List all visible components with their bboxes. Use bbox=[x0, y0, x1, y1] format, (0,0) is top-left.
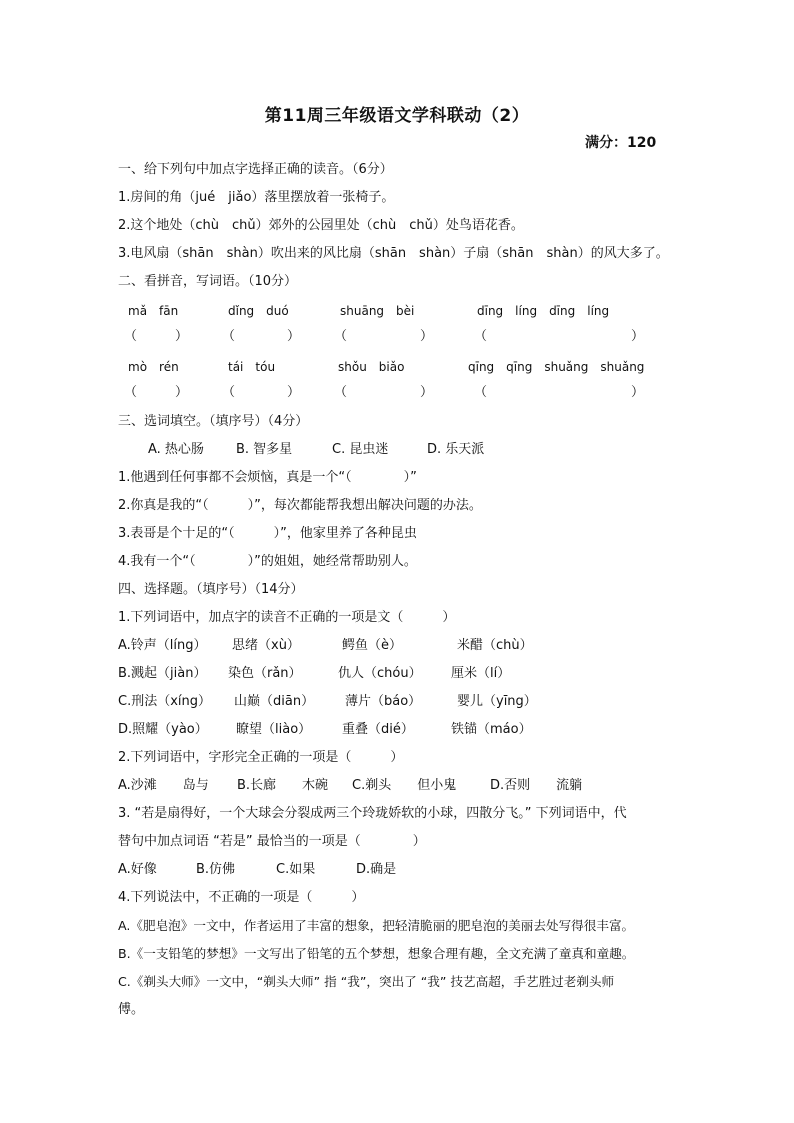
answer-paren-open: （ bbox=[474, 329, 488, 344]
q2-option-d: D.否则 流躺 bbox=[490, 778, 583, 793]
answer-paren-open: （ bbox=[334, 385, 348, 400]
q1-option-d-3: 重叠（dié） bbox=[342, 722, 414, 737]
answer-paren-close: ） bbox=[287, 329, 301, 344]
q3-option-c: C.如果 bbox=[276, 862, 316, 877]
s3-question-4: 4.我有一个“（ ）”的姐姐，她经常帮助别人。 bbox=[118, 554, 417, 569]
pinyin-6: tái tóu bbox=[228, 360, 276, 374]
section4-heading: 四、选择题。（填序号）（14分） bbox=[118, 582, 304, 597]
s3-question-3: 3.表哥是个十足的“（ ）”，他家里养了各种昆虫 bbox=[118, 526, 417, 541]
full-score: 满分：120 bbox=[585, 135, 657, 151]
q4-option-c-line1: C.《剃头大师》一文中，“剃头大师” 指 “我”，突出了 “我” 技艺高超，手艺胜过老剃头师 bbox=[118, 974, 615, 989]
q1-option-b-4: 厘米（lí） bbox=[451, 666, 511, 681]
section3-heading: 三、选词填空。（填序号）（4分） bbox=[118, 414, 309, 429]
s4-question-4: 4.下列说法中，不正确的一项是（ ） bbox=[118, 890, 365, 905]
q4-option-a: A.《肥皂泡》一文中，作者运用了丰富的想象，把轻清脆丽的肥皂泡的美丽去处写得很丰富。 bbox=[118, 918, 635, 933]
q1-option-a-4: 米醋（chù） bbox=[457, 638, 533, 653]
answer-paren-open: （ bbox=[474, 385, 488, 400]
q1-option-b-2: 染色（rǎn） bbox=[228, 666, 302, 681]
word-option-a: A. 热心肠 bbox=[148, 442, 204, 457]
word-option-c: C. 昆虫迷 bbox=[332, 442, 389, 457]
q3-option-b: B.仿佛 bbox=[196, 862, 236, 877]
q1-option-d-2: 瞭望（liào） bbox=[236, 722, 312, 737]
s1-question-1: 1.房间的角（jué jiǎo）落里摆放着一张椅子。 bbox=[118, 190, 395, 205]
s3-question-2: 2.你真是我的“（ ）”，每次都能帮我想出解决问题的办法。 bbox=[118, 498, 482, 513]
answer-paren-close: ） bbox=[287, 385, 301, 400]
answer-paren-close: ） bbox=[175, 329, 189, 344]
page-title: 第11周三年级语文学科联动（2） bbox=[264, 106, 530, 126]
q1-option-a-3: 鳄鱼（è） bbox=[342, 638, 402, 653]
q1-option-c-2: 山巅（diān） bbox=[234, 694, 315, 709]
answer-paren-open: （ bbox=[222, 385, 236, 400]
q1-option-c-4: 婴儿（yīng） bbox=[457, 694, 537, 709]
answer-paren-open: （ bbox=[124, 385, 138, 400]
answer-paren-open: （ bbox=[334, 329, 348, 344]
q1-option-b-1: B.溅起（jiàn） bbox=[118, 666, 207, 681]
word-option-d: D. 乐天派 bbox=[427, 442, 485, 457]
q1-option-c-1: C.刑法（xíng） bbox=[118, 694, 212, 709]
answer-paren-close: ） bbox=[631, 385, 645, 400]
s1-question-2: 2.这个地处（chù chǔ）郊外的公园里处（chù chǔ）处鸟语花香。 bbox=[118, 218, 524, 233]
answer-paren-open: （ bbox=[124, 329, 138, 344]
q3-option-a: A.好像 bbox=[118, 862, 157, 877]
pinyin-3: shuāng bèi bbox=[340, 304, 415, 318]
q1-option-d-1: D.照耀（yào） bbox=[118, 722, 208, 737]
pinyin-5: mò rén bbox=[128, 360, 179, 374]
pinyin-8: qīng qīng shuǎng shuǎng bbox=[468, 360, 645, 374]
answer-paren-close: ） bbox=[420, 385, 434, 400]
s4-question-1: 1.下列词语中，加点字的读音不正确的一项是文（ ） bbox=[118, 610, 456, 625]
q2-option-c: C.剃头 但小鬼 bbox=[352, 778, 457, 793]
answer-paren-close: ） bbox=[175, 385, 189, 400]
s1-question-3: 3.电风扇（shān shàn）吹出来的风比扇（shān shàn）子扇（shān shàn）的风大多了。 bbox=[118, 246, 669, 261]
answer-paren-close: ） bbox=[420, 329, 434, 344]
q4-option-b: B.《一支铅笔的梦想》一文写出了铅笔的五个梦想，想象合理有趣，全文充满了童真和童趣。 bbox=[118, 946, 635, 961]
s3-question-1: 1.他遇到任何事都不会烦恼，真是一个“（ ）” bbox=[118, 470, 417, 485]
s4-question-3-line1: 3. “若是扇得好，一个大球会分裂成两三个玲珑娇软的小球，四散分飞。” 下列词语中，代 bbox=[118, 806, 627, 821]
pinyin-7: shǒu biǎo bbox=[338, 360, 405, 374]
q1-option-c-3: 薄片（báo） bbox=[345, 694, 422, 709]
section1-heading: 一、给下列句中加点字选择正确的读音。（6分） bbox=[118, 162, 393, 177]
q2-option-a: A.沙滩 岛与 bbox=[118, 778, 209, 793]
section2-heading: 二、看拼音，写词语。（10分） bbox=[118, 274, 298, 289]
q1-option-a-2: 思绪（xù） bbox=[232, 638, 300, 653]
pinyin-4: dīng líng dīng líng bbox=[477, 304, 610, 318]
q2-option-b: B.长廊 木碗 bbox=[237, 778, 329, 793]
word-option-b: B. 智多星 bbox=[236, 442, 293, 457]
q4-option-c-line2: 傅。 bbox=[118, 1002, 145, 1017]
q1-option-d-4: 铁锚（máo） bbox=[451, 722, 532, 737]
pinyin-2: dǐng duó bbox=[228, 304, 289, 318]
answer-paren-open: （ bbox=[222, 329, 236, 344]
pinyin-1: mǎ fān bbox=[128, 304, 179, 318]
answer-paren-close: ） bbox=[631, 329, 645, 344]
q3-option-d: D.确是 bbox=[356, 862, 397, 877]
s4-question-2: 2.下列词语中，字形完全正确的一项是（ ） bbox=[118, 750, 404, 765]
s4-question-3-line2: 替句中加点词语 “若是” 最恰当的一项是（ ） bbox=[118, 834, 426, 849]
q1-option-b-3: 仇人（chóu） bbox=[338, 666, 422, 681]
q1-option-a-1: A.铃声（líng） bbox=[118, 638, 207, 653]
